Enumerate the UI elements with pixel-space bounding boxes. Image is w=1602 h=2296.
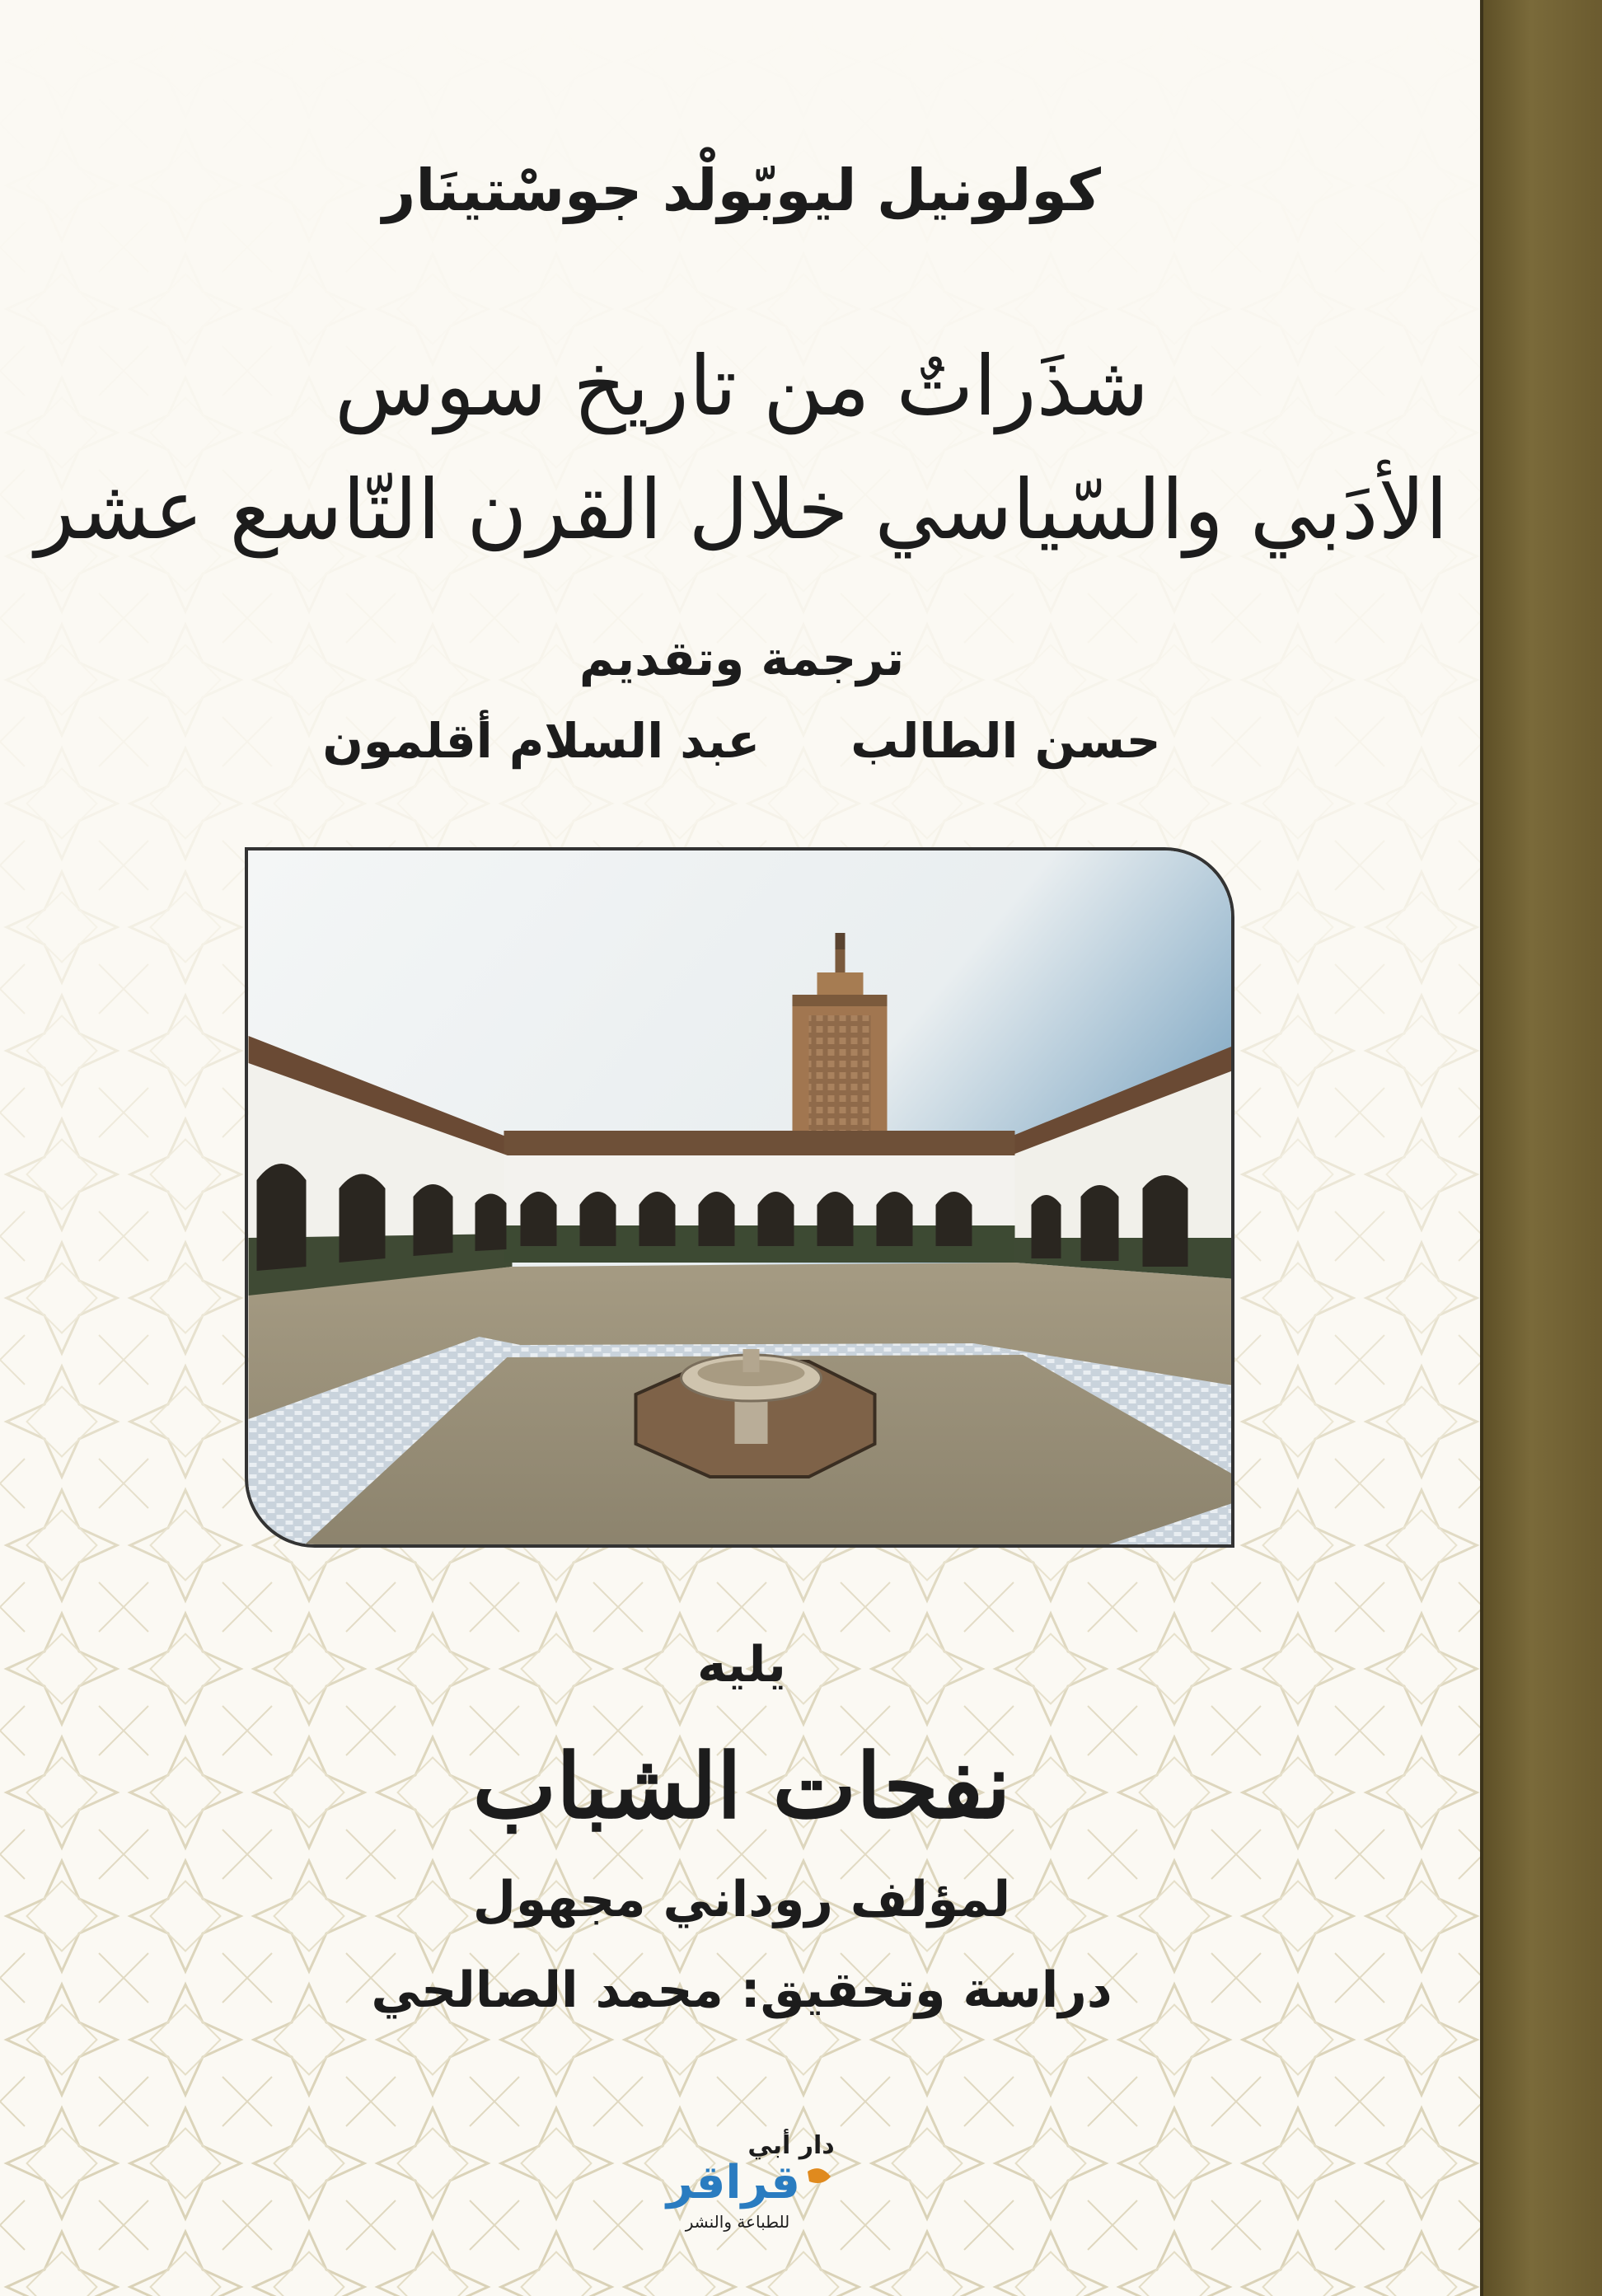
- second-work-author: لمؤلف روداني مجهول: [472, 1871, 1011, 1928]
- translator-1: حسن الطالب: [850, 713, 1161, 769]
- second-work-title: نفحات الشباب: [472, 1735, 1011, 1839]
- publisher-logo: [626, 2122, 849, 2237]
- translators: [0, 713, 1483, 769]
- book-spine: [1483, 0, 1602, 2296]
- followed-by-label: يليه: [697, 1636, 786, 1694]
- translation-label: ترجمة وتقديم: [578, 630, 905, 686]
- publisher-line-1: دار أبي: [747, 2131, 835, 2160]
- editor-credit: دراسة وتحقيق: محمد الصالحي: [371, 1961, 1112, 2019]
- mosque-courtyard-photo: [245, 847, 1234, 1548]
- author-name: كولونيل ليوبّولْد جوسْتينَار: [382, 157, 1101, 224]
- translator-2: عبد السلام أقلمون: [322, 713, 761, 769]
- publisher-line-2: قراقر: [666, 2156, 801, 2209]
- title-line-2: الأدَبي والسّياسي خلال القرن التّاسع عشر: [35, 462, 1449, 558]
- leaf-icon: [808, 2168, 831, 2183]
- publisher-line-3: للطباعة والنشر: [685, 2212, 790, 2232]
- title-line-1: شذَراتٌ من تاريخ سوس: [334, 338, 1150, 434]
